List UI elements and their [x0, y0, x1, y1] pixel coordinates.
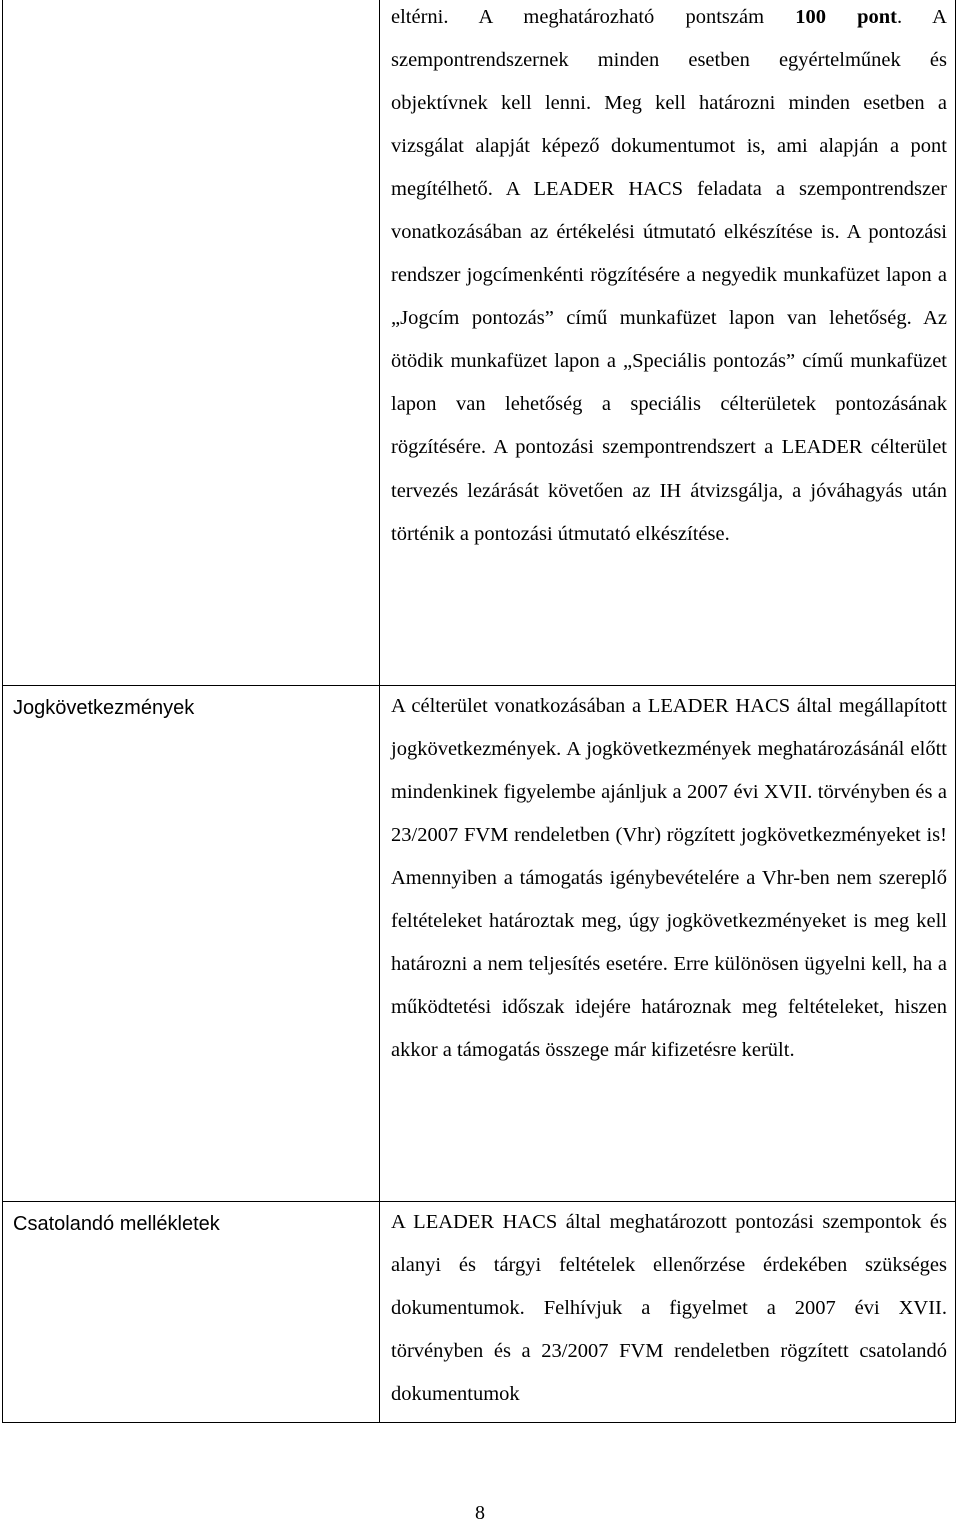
table-cell-jogkovetkezmenyek: A célterület vonatkozásában a LEADER HACS által megállapított jogkövetkezmények. A jogkövetkezmények meghatározásánál előtt mindenkinek figyelembe ajánljuk a 2007 évi XVII. törvényben és a 23/2007 FVM rendeletben (Vhr) rögzített jogkövetkezményeket is! Amennyiben a támogatás igénybevételére a Vhr-ben nem szereplő feltételeket határoztak meg, úgy jogkövetkezményeket is meg kell határozni a nem teljesítés esetére. Erre különösen ügyelni kell, ha a működtetési időszak idejére határoznak meg feltételeket, hiszen akkor a támogatás összege már kifizetésre került.	[391, 695, 947, 1062]
row-label-jogkovetkezmenyek: Jogkövetkezmények	[13, 697, 195, 719]
column-divider	[379, 0, 380, 1422]
table-cell-scoring-text	[391, 0, 947, 556]
table-cell-csatolando-mellekletek: A LEADER HACS által meghatározott pontozási szempontok és alanyi és tárgyi feltételek ellenőrzése érdekében szükséges dokumentumok. Felhívjuk a figyelmet a 2007 évi XVII. törvényben és a 23/2007 FVM rendeletben rögzített csatolandó dokumentumok	[391, 1211, 947, 1406]
text-segment: eltérni. A meghatározható pontszám	[391, 6, 796, 28]
row-label-csatolando-mellekletek: Csatolandó mellékletek	[13, 1213, 220, 1235]
text-segment: . A szempontrendszernek minden esetben egyértelműnek és objektívnek kell lenni. Meg kell határozni minden esetben a vizsgálat alapját képező dokumentumot is, ami alapján a pont megítélhető. A LEADER HACS feladata a szempontrendszer vonatkozásában az értékelési útmutató elkészítése is. A pontozási rendszer jogcímenkénti rögzítésére a negyedik munkafüzet lapon a „Jogcím pontozás” című munkafüzet lapon van lehetőség. Az ötödik munkafüzet lapon a „Speciális pontozás” című munkafüzet lapon van lehetőség a speciális célterületek pontozásának rögzítésére. A pontozási szempontrendszert a LEADER célterület tervezés lezárását követően az IH átvizsgálja, a jóváhagyás után történik a pontozási útmutató elkészítése.	[391, 6, 947, 545]
page-number: 8	[475, 1502, 485, 1524]
document-table	[2, 0, 956, 1423]
bold-score: 100 pont	[795, 6, 898, 28]
